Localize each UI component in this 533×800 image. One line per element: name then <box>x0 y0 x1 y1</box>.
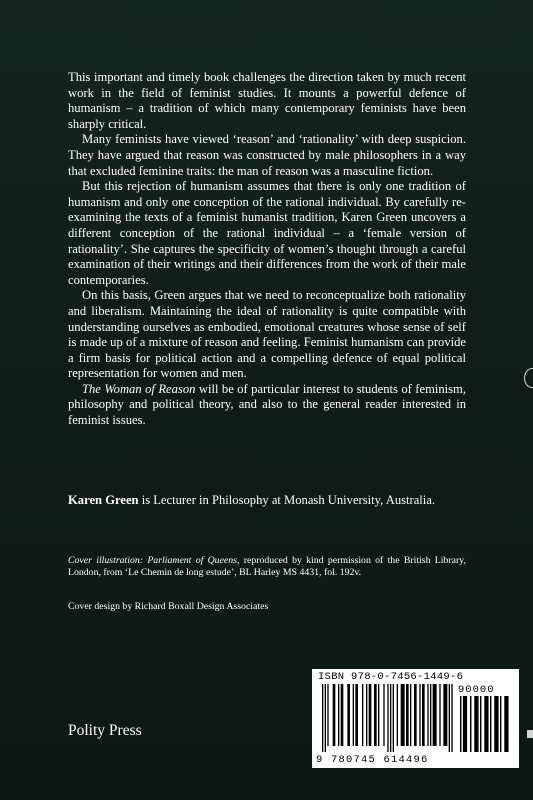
barcode-bar <box>341 684 344 746</box>
barcode-bar <box>490 696 491 752</box>
blurb-paragraph-1: This important and timely book challenges the direction taken by much recent work in the field of feminist studies. It mounts a powerful defence of humanism – a tradition of which many contemporary feminists have been sharply critical. <box>68 70 466 131</box>
barcode-bar <box>494 696 498 752</box>
barcode-bar <box>374 684 377 746</box>
price-addon-number: 90000 <box>458 684 495 696</box>
barcode-bar <box>504 696 508 752</box>
barcode-bar <box>387 684 388 752</box>
barcode-bar <box>327 684 328 746</box>
author-bio <box>68 493 466 509</box>
barcode-bar <box>393 684 394 752</box>
blurb-paragraph-4: On this basis, Green argues that we need to reconceptualize both rationality and liberalism. Maintaining the ideal of rationality is quite compatible with understanding ourselves as embodied, emotional creatures whose sense of self is made up of a mixture of reason and feeling. Feminist humanism can provide a firm basis for political action and a compelling defence of equal political representation for women and men. <box>68 288 466 381</box>
barcode-bar <box>470 696 471 752</box>
barcode-bar <box>419 684 420 746</box>
barcode-bar <box>325 684 326 752</box>
barcode-bar <box>366 684 367 746</box>
barcode-bar <box>401 684 405 746</box>
barcode-bar <box>410 684 411 746</box>
barcode-bar <box>355 684 358 746</box>
author-name: Karen Green <box>68 493 139 507</box>
barcode-bar <box>433 684 437 746</box>
barcode-bar <box>414 684 417 746</box>
barcode-bar <box>480 696 481 752</box>
barcode-bar <box>439 684 440 746</box>
barcode-bar <box>397 684 398 746</box>
barcode-bar <box>451 684 452 752</box>
barcode-bar <box>430 684 431 746</box>
barcode-bar <box>362 684 363 746</box>
barcode-bar <box>369 684 372 746</box>
barcode-bar <box>422 684 425 746</box>
illustration-credit-text: , reproduced by kind permission of the British Library, London, from ‘Le Chemin de long estude’, BL Harley MS 4431, fol. 192v. <box>68 555 466 579</box>
edge-mark <box>524 368 533 388</box>
isbn-label: ISBN 978-0-7456-1449-6 <box>318 671 464 683</box>
blurb-paragraph-2: Many feminists have viewed ‘reason’ and ‘rationality’ with deep suspicion. They have argued that reason was constructed by male philosophers in a way that excluded feminine traits: the man of reason was a masculine fiction. <box>68 132 466 178</box>
barcode-bar <box>443 684 447 746</box>
illustration-label: Cover illustration: Parliament of Queens <box>68 555 237 566</box>
ean-number: 9 780745 614496 <box>316 754 429 766</box>
barcode-bar <box>484 696 488 752</box>
blurb-paragraph-5-text: will be of particular interest to students of feminism, philosophy and political theory, and also to the general reader interested in feminist issues. <box>68 381 466 428</box>
barcode-bar <box>390 684 391 752</box>
barcode-bar <box>353 684 354 746</box>
book-title: The Woman of Reason <box>82 381 196 396</box>
barcode-bar <box>474 696 478 752</box>
barcode-bar <box>338 684 339 746</box>
barcode-bar <box>460 696 461 752</box>
barcode-bar <box>322 684 323 752</box>
publisher-name: Polity Press <box>68 722 142 739</box>
barcode-bar <box>449 684 450 752</box>
barcode-bar <box>378 684 379 746</box>
cover-design-credit: Cover design by Richard Boxall Design Associates <box>68 601 269 612</box>
barcode-bar <box>500 696 501 752</box>
ean-barcode-bars <box>322 684 454 752</box>
blurb-paragraph-3: But this rejection of humanism assumes that there is only one tradition of humanism and only one conception of the rational individual. By carefully re-examining the texts of a feminist humanist tradition, Karen Green uncovers a different conception of the rational individual – a ‘female version of rationality’. She captures the specificity of women’s thought through a careful examination of their writings and their differences from the work of their male contemporaries. <box>68 179 466 287</box>
blurb-paragraph-5 <box>68 382 466 429</box>
barcode-bar <box>463 696 467 752</box>
barcode-bar <box>333 684 336 746</box>
barcode-bar <box>347 684 350 746</box>
barcode-bar <box>427 684 428 746</box>
edge-mark-lower <box>527 730 533 738</box>
addon-barcode-bars <box>460 696 510 752</box>
barcode-bar <box>383 684 384 746</box>
isbn-barcode <box>312 669 519 768</box>
blurb-text <box>68 70 466 429</box>
cover-illustration-credit <box>68 555 466 579</box>
barcode-bar <box>406 684 409 746</box>
author-bio-text: is Lecturer in Philosophy at Monash University, Australia. <box>138 493 436 507</box>
